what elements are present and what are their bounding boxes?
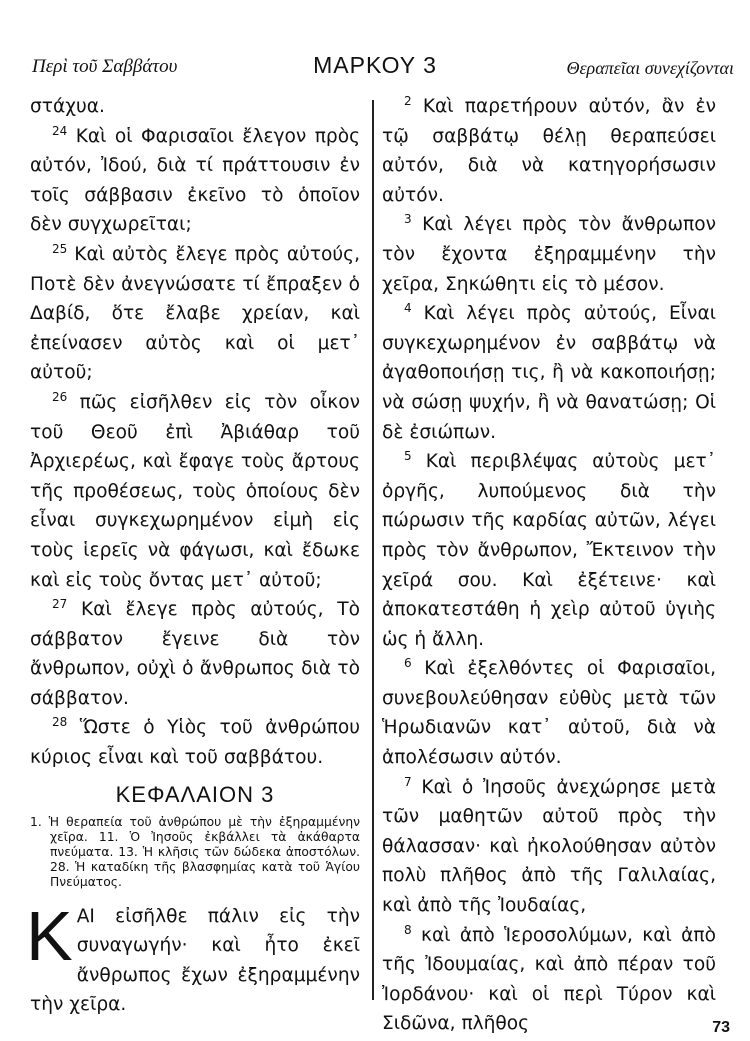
verse-number: 25 — [52, 241, 68, 256]
verse-4: $^4$ Καὶ λέγει πρὸς αὐτούς, Εἶναι συγκεχωρημένον ἐν σαββάτῳ νὰ ἀγαθοποιήσῃ τις, ἢ νὰ κακοποιήσῃ; νὰ σώσῃ ψυχήν, ἢ νὰ θανατώσῃ; Οἱ δὲ ἐσιώπων. — [382, 300, 716, 443]
header-left-title: Περὶ τοῦ Σαββάτου — [32, 56, 178, 77]
page-number: 73 — [712, 1019, 730, 1036]
verse-number: 5 — [404, 448, 412, 463]
verse-number: 24 — [52, 123, 68, 138]
verse-number: 8 — [404, 922, 412, 937]
verse-24: $^{24}$ Καὶ οἱ Φαρισαῖοι ἔλεγον πρὸς αὐτόν, Ἰδού, διὰ τί πράττουσιν ἐν τοῖς σάββασιν ἐκεῖνο τὸ ὁποῖον δὲν συγχωρεῖται; — [30, 123, 360, 236]
verse-number: 26 — [52, 389, 68, 404]
chapter-title: ΚΕΦΑΛΑΙΟΝ 3 — [115, 781, 275, 807]
left-column — [26, 92, 360, 1020]
verse-8: $^8$ καὶ ἀπὸ Ἱεροσολύμων, καὶ ἀπὸ τῆς Ἰδουμαίας, καὶ ἀπὸ πέραν τοῦ Ἰορδάνου· καὶ οἱ περὶ Τύρον καὶ Σιδῶνα, πλῆθος — [382, 922, 716, 1035]
verse-number: 3 — [404, 212, 412, 227]
chapter-summary: 1. Ἡ θεραπεία τοῦ ἀνθρώπου μὲ τὴν ἐξηραμμένην χεῖρα. 11. Ὁ Ἰησοῦς ἐκβάλλει τὰ ἀκάθαρτα πνεύματα. 13. Ἡ κλῆσις τῶν δώδεκα ἀποστόλων. 28. Ἡ καταδίκη τῆς βλασφημίας κατὰ τοῦ Ἁγίου Πνεύματος. — [30, 814, 360, 889]
verse-28: $^{28}$ Ὥστε ὁ Υἱὸς τοῦ ἀνθρώπου κύριος εἶναι καὶ τοῦ σαββάτου. — [30, 715, 360, 769]
verse-25: $^{25}$ Καὶ αὐτὸς ἔλεγε πρὸς αὐτούς, Ποτὲ δὲν ἀνεγνώσατε τί ἔπραξεν ὁ Δαβίδ, ὅτε ἔλαβε χρείαν, καὶ ἐπείνασεν αὐτὸς καὶ οἱ μετ᾽ αὐτοῦ; — [30, 241, 360, 384]
verse-6: $^6$ Καὶ ἐξελθόντες οἱ Φαρισαῖοι, συνεβουλεύθησαν εὐθὺς μετὰ τῶν Ἡρωδιανῶν κατ᾽ αὐτοῦ, διὰ νὰ ἀπολέσωσιν αὐτόν. — [382, 656, 716, 769]
verse-3: $^3$ Καὶ λέγει πρὸς τὸν ἄνθρωπον τὸν ἔχοντα ἐξηραμμένην τὴν χεῖρα, Σηκώθητι εἰς τὸ μέσον. — [382, 212, 716, 295]
header-book-chapter: ΜΑΡΚΟΥ 3 — [313, 52, 437, 78]
verse-number: 28 — [52, 715, 68, 730]
verse-27: $^{27}$ Καὶ ἔλεγε πρὸς αὐτούς, Τὸ σάββατον ἔγεινε διὰ τὸν ἄνθρωπον, οὐχὶ ὁ ἄνθρωπος διὰ τὸ σάββατον. — [30, 596, 360, 709]
verse-5: $^5$ Καὶ περιβλέψας αὐτοὺς μετ᾽ ὀργῆς, λυπούμενος διὰ τὴν πώρωσιν τῆς καρδίας αὐτῶν, λέγει πρὸς τὸν ἄνθρωπον, Ἔκτεινον τὴν χεῖρά σου. Καὶ ἐξέτεινε· καὶ ἀποκατεστάθη ἡ χεὶρ αὐτοῦ ὑγιὴς ὡς ἡ ἄλλη. — [382, 448, 716, 650]
column-divider — [372, 100, 374, 1000]
verse-7: $^7$ Καὶ ὁ Ἰησοῦς ἀνεχώρησε μετὰ τῶν μαθητῶν αὐτοῦ πρὸς τὴν θάλασσαν· καὶ ἠκολούθησαν αὐτὸν πολὺ πλῆθος ἀπὸ τῆς Γαλιλαίας, καὶ ἀπὸ τῆς Ἰουδαίας, — [382, 774, 716, 917]
header-right-title: Θεραπεῖαι συνεχίζονται — [566, 58, 734, 78]
verse-fragment: στάχυα. — [30, 96, 105, 117]
verse-number: 2 — [404, 93, 412, 108]
running-header — [0, 52, 750, 92]
verse-2: $^2$ Καὶ παρετήρουν αὐτόν, ἂν ἐν τῷ σαββάτῳ θέλῃ θεραπεύσει αὐτόν, διὰ νὰ κατηγορήσωσιν αὐτόν. — [382, 93, 716, 206]
verse-26: $^{26}$ πῶς εἰσῆλθεν εἰς τὸν οἶκον τοῦ Θεοῦ ἐπὶ Ἀβιάθαρ τοῦ Ἀρχιερέως, καὶ ἔφαγε τοὺς ἄρτους τῆς προθέσεως, τοὺς ὁποίους δὲν εἶναι συγκεχωρημένον εἰμὴ εἰς τοὺς ἱερεῖς νὰ φάγωσι, καὶ ἔδωκε καὶ εἰς τοὺς ὄντας μετ᾽ αὐτοῦ; — [30, 389, 360, 591]
verse-number: 6 — [404, 656, 412, 671]
verse-number: 7 — [404, 774, 412, 789]
drop-cap: Κ — [26, 896, 73, 975]
verse-number: 27 — [52, 596, 68, 611]
verse-number: 4 — [404, 300, 412, 315]
verse-1: ΚΑΙ εἰσῆλθε πάλιν εἰς τὴν συναγωγήν· καὶ ἦτο ἐκεῖ ἄνθρωπος ἔχων ἐξηραμμένην τὴν χεῖρα. — [26, 896, 360, 1016]
right-column — [382, 92, 716, 1039]
